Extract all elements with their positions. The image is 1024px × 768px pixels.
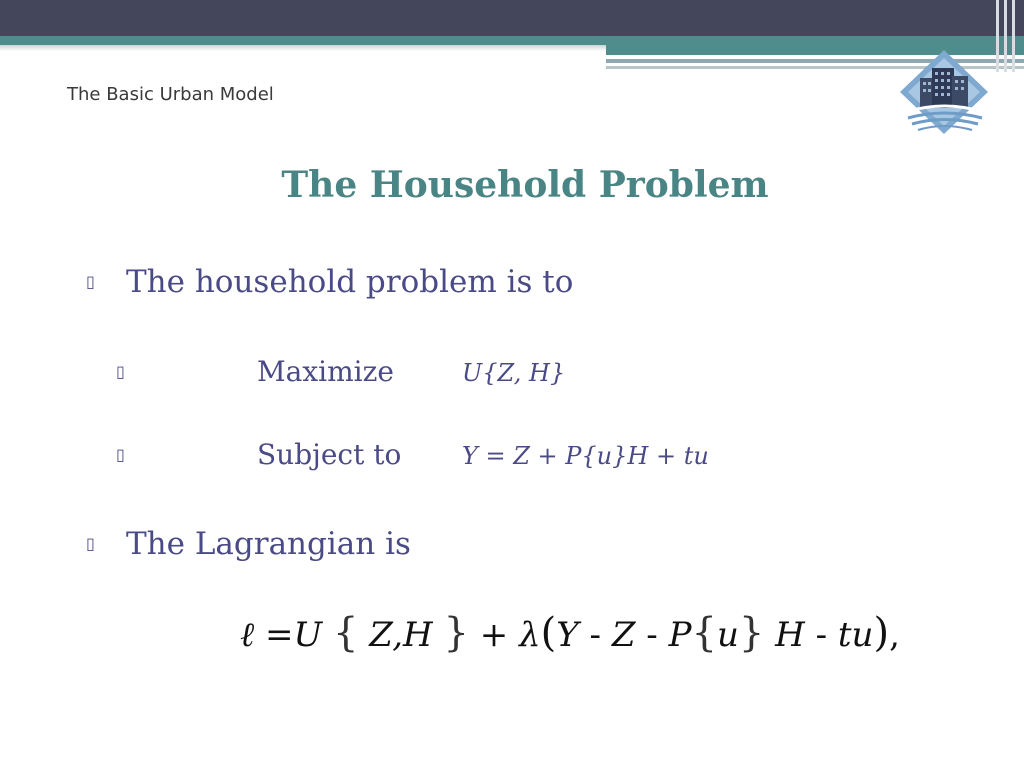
eq-args: Z,H bbox=[369, 615, 433, 655]
eq-brace-open: { bbox=[332, 610, 359, 656]
square-bullet-icon: ▯ bbox=[86, 272, 95, 291]
eq-Z: Z bbox=[611, 615, 636, 655]
eq-minus-1: - bbox=[589, 615, 602, 655]
top-band-teal bbox=[0, 36, 1024, 45]
header-title: The Basic Urban Model bbox=[67, 84, 274, 105]
slide-title: The Household Problem bbox=[281, 164, 769, 206]
lagrangian-equation bbox=[240, 610, 900, 656]
eq-paren-open: ( bbox=[540, 610, 557, 656]
eq-lhs: ℓ bbox=[240, 615, 255, 655]
eq-U: U bbox=[293, 615, 323, 655]
eq-paren-close: ) bbox=[873, 610, 890, 656]
top-band-dark bbox=[0, 0, 1024, 36]
eq-equals: = bbox=[264, 615, 294, 655]
eq-Y: Y bbox=[556, 615, 579, 655]
eq-brace-open-2: { bbox=[691, 610, 717, 656]
square-bullet-icon: ▯ bbox=[86, 534, 95, 553]
building-logo-icon bbox=[896, 48, 992, 138]
eq-lambda: λ bbox=[519, 615, 541, 655]
eq-P: P bbox=[668, 615, 692, 655]
square-bullet-icon: ▯ bbox=[116, 445, 125, 464]
eq-H: H bbox=[775, 615, 805, 655]
bullet-subject-to-label: Subject to bbox=[257, 438, 402, 471]
right-edge-bar bbox=[1004, 0, 1007, 72]
eq-brace-close: } bbox=[443, 610, 469, 656]
eq-tu: tu bbox=[837, 615, 874, 655]
eq-u: u bbox=[716, 615, 739, 655]
maximize-expression: U{Z, H} bbox=[462, 359, 566, 387]
eq-comma: , bbox=[889, 615, 900, 655]
square-bullet-icon: ▯ bbox=[116, 362, 125, 381]
bullet-household-problem: The household problem is to bbox=[126, 264, 574, 300]
bullet-lagrangian: The Lagrangian is bbox=[126, 526, 411, 562]
eq-plus: + bbox=[479, 615, 509, 655]
eq-brace-close-2: } bbox=[738, 610, 765, 656]
constraint-expression: Y = Z + P{u}H + tu bbox=[462, 442, 709, 470]
bullet-maximize-label: Maximize bbox=[257, 355, 394, 388]
right-edge-bar bbox=[996, 0, 999, 72]
eq-minus-2: - bbox=[646, 615, 658, 655]
eq-minus-3: - bbox=[815, 615, 828, 655]
right-edge-bar bbox=[1012, 0, 1015, 72]
